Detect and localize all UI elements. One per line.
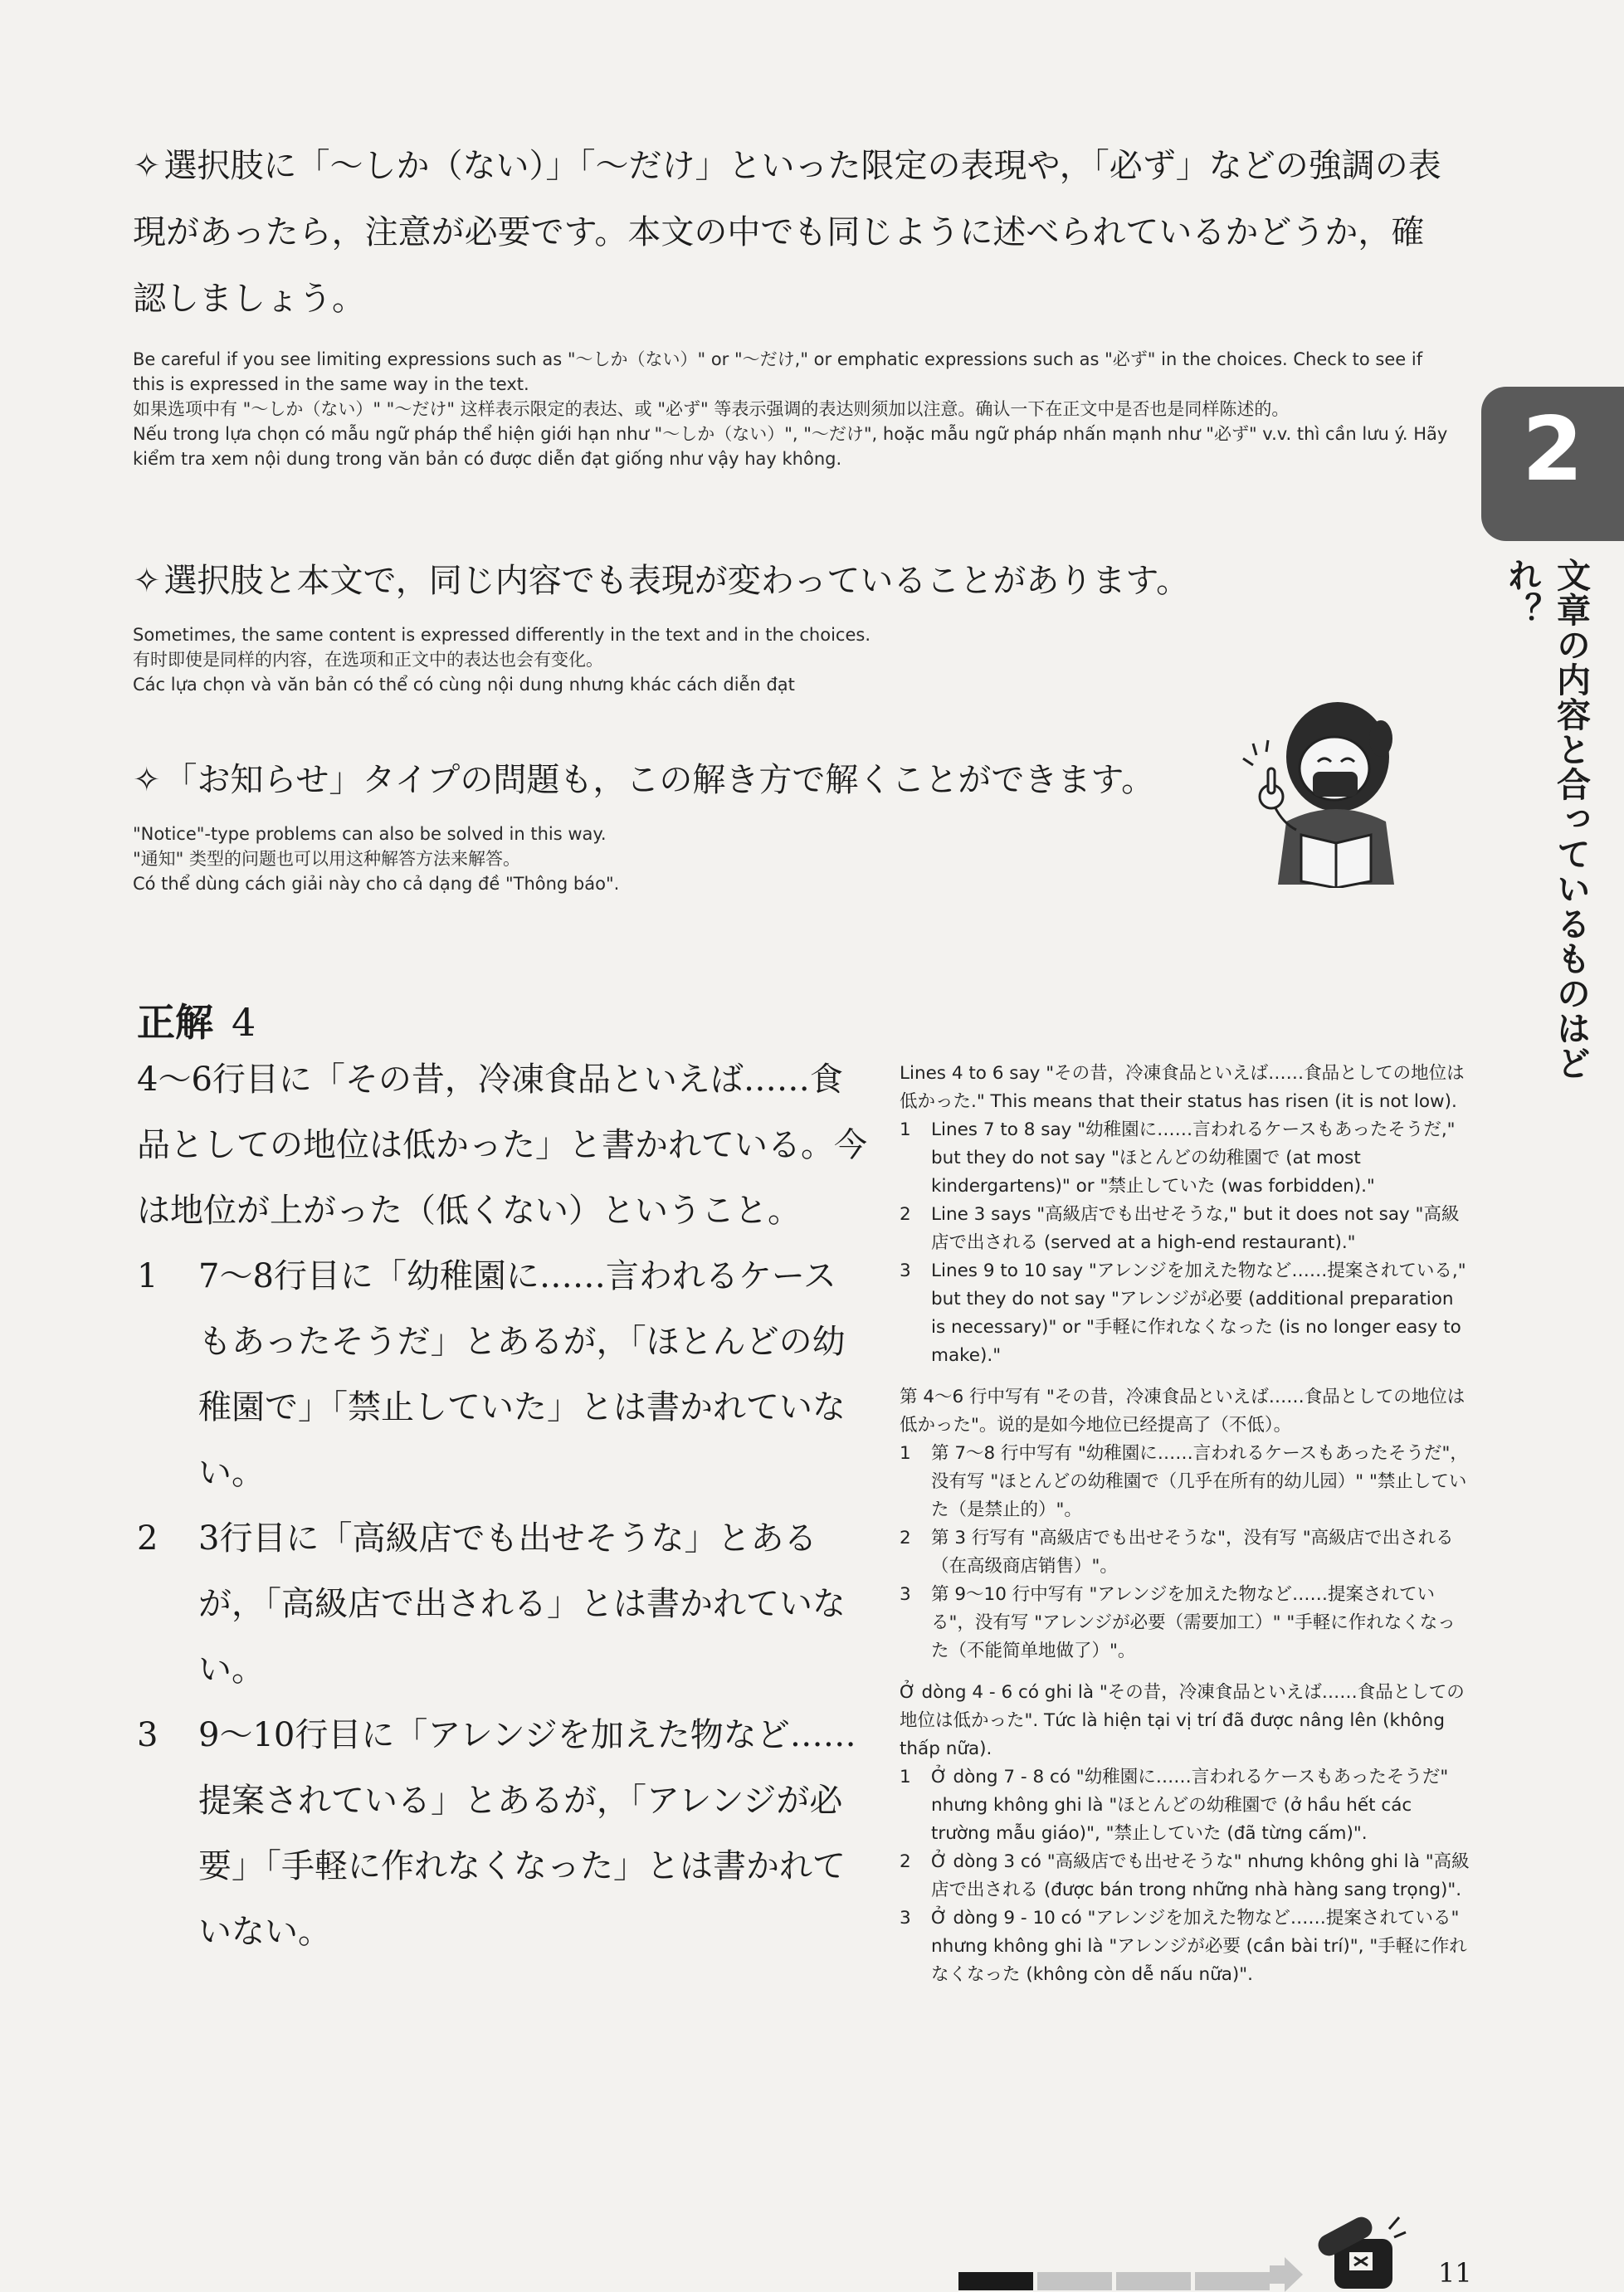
- sparkle-icon: ✧: [133, 562, 161, 600]
- explanation-chinese: 第 4～6 行中写有 "その昔，冷凍食品といえば……食品としての地位は低かった"。说的是如今地位已经提高了（不低）。 1 第 7～8 行中写有 "幼稚園に……言われるケースもあったそうだ"，没有写 "ほとんどの幼稚園で（几乎在所有的幼儿园）" "禁止していた（是禁止的）"。 2 第 3 行写有 "高級店でも出せそうな"，没有写 "高級店で出される（在高级商店销售）"。 3 第 9～10 行中写有 "アレンジを加えた物など……提案されている"，没有写 "アレンジが必要（需要加工）" "手軽に作れなくなった（不能简单地做了）"。: [900, 1387, 1468, 1661]
- progress-segment: [1195, 2272, 1270, 2290]
- page-number: 11: [1438, 2257, 1472, 2289]
- tip-3-chinese: "通知" 类型的问题也可以用这种解答方法来解答。: [133, 849, 520, 869]
- answer-label: 正解: [137, 1000, 213, 1045]
- chapter-number: 2: [1522, 398, 1583, 500]
- tip-3: [133, 747, 1212, 896]
- tip-3-english: "Notice"-type problems can also be solved in this way.: [133, 824, 607, 844]
- explanation-vietnamese: Ở dòng 4 - 6 có ghi là "その昔，冷凍食品といえば……食品としての地位は低かった". Tức là hiện tại vị trí đã được nâng lên (không thấp nữa). 1 Ở dòng 7 - 8 có "幼稚園に……言われるケースもあったそうだ" nhưng không ghi là "ほとんどの幼稚園で (ở hầu hết các trường mẫu giáo)", "禁止していた (đã từng cấm)". 2 Ở dòng 3 có "高級店でも出せそうな" nhưng không ghi là "高級店で出される (được bán trong những nhà hàng sang trọng)". 3 Ở dòng 9 - 10 có "アレンジを加えた物など……提案されている" nhưng không ghi là "アレンジが必要 (cần bài trí)", "手軽に作れなくなった (không còn dễ nấu nữa)".: [900, 1682, 1470, 1985]
- scroll-ninja-icon: [1309, 2209, 1409, 2290]
- tip-3-title: ✧ 「お知らせ」タイプの問題も，この解き方で解くことができます。: [133, 761, 1155, 799]
- explanation-item: 3 9～10行目に「アレンジを加えた物など……提案されている」とあるが，「アレンジが必要」「手軽に作れなくなった」とは書かれていない。: [137, 1716, 856, 1951]
- tip-2-vietnamese: Các lựa chọn và văn bản có thể có cùng nội dung nhưng khác cách diễn đạt: [133, 675, 795, 695]
- explanation-intro: 4～6行目に「その昔，冷凍食品といえば……食品としての地位は低かった」と書かれている。今は地位が上がった（低くない）ということ。: [137, 1061, 867, 1230]
- tip-1-vietnamese: Nếu trong lựa chọn có mẫu ngữ pháp thể hiện giới hạn như "～しか（ない）", "～だけ", hoặc mẫu ngữ pháp nhấn mạnh như "必ず" v.v. thì cần lưu ý. Hãy kiểm tra xem nội dung trong văn bản có được diễn đạt giống như vậy hay không.: [133, 424, 1448, 469]
- explanation-japanese: [137, 1047, 867, 1965]
- sparkle-icon: ✧: [133, 761, 161, 799]
- progress-segment: [1116, 2272, 1191, 2290]
- explanation-english: Lines 4 to 6 say "その昔，冷凍食品といえば……食品としての地位は低かった." This means that their status has risen (it is not low). 1 Lines 7 to 8 say "幼稚園に……言われるケースもあったそうだ," but they do not say "ほとんどの幼稚園で (at most kindergartens)" or "禁止していた (was forbidden)." 2 Line 3 says "高級店でも出せそうな," but it does not say "高級店で出される (served at a high-end restaurant)." 3 Lines 9 to 10 say "アレンジを加えた物など……提案されている," but they do not say "アレンジが必要 (additional preparation is necessary)" or "手軽に作れなくなった (is no longer easy to make).": [900, 1063, 1466, 1366]
- sparkle-icon: ✧: [133, 147, 161, 185]
- tip-1-english: Be careful if you see limiting expressions such as "～しか（ない）" or "～だけ," or emphatic expressions such as "必ず" in the choices. Check to see if this is expressed in the same way in the text.: [133, 349, 1423, 394]
- chapter-tab: [1481, 387, 1624, 541]
- explanation-translations: [900, 1060, 1472, 2002]
- tip-1-chinese: 如果选项中有 "～しか（ない）" "～だけ" 这样表示限定的表达、或 "必ず" 等表示强调的表达则须加以注意。确认一下在正文中是否也是同样陈述的。: [133, 399, 1290, 419]
- explanation-item: 1 7～8行目に「幼稚園に……言われるケースもあったそうだ」とあるが，「ほとんどの幼稚園で」「禁止していた」とは書かれていない。: [137, 1257, 846, 1492]
- answer-number: 4: [232, 1000, 256, 1045]
- chapter-title: 文章の内容と合っているものはどれ？: [1502, 558, 1591, 1080]
- tip-1-title: ✧ 選択肢に「～しか（ない）」「～だけ」といった限定の表現や，「必ず」などの強調の表現があったら，注意が必要です。本文の中でも同じように述べられているかどうか，確認しましょう。: [133, 147, 1441, 318]
- tip-2-chinese: 有时即使是同样的内容，在选项和正文中的表达也会有变化。: [133, 650, 603, 670]
- answer-heading: [137, 992, 256, 1047]
- tip-2-title: ✧ 選択肢と本文で，同じ内容でも表現が変わっていることがあります。: [133, 562, 1190, 600]
- ninja-reading-illustration: [1236, 689, 1419, 888]
- tip-2: [133, 548, 1452, 697]
- progress-segment: [1037, 2272, 1112, 2290]
- tip-1: [133, 133, 1452, 471]
- tip-3-vietnamese: Có thể dùng cách giải này cho cả dạng đề "Thông báo".: [133, 874, 620, 894]
- explanation-item: 2 3行目に「高級店でも出せそうな」とあるが，「高級店で出される」とは書かれていない。: [137, 1519, 846, 1689]
- tip-2-english: Sometimes, the same content is expressed differently in the text and in the choices.: [133, 625, 871, 645]
- arrow-right-icon: [1270, 2257, 1303, 2292]
- progress-segment-filled: [958, 2272, 1033, 2290]
